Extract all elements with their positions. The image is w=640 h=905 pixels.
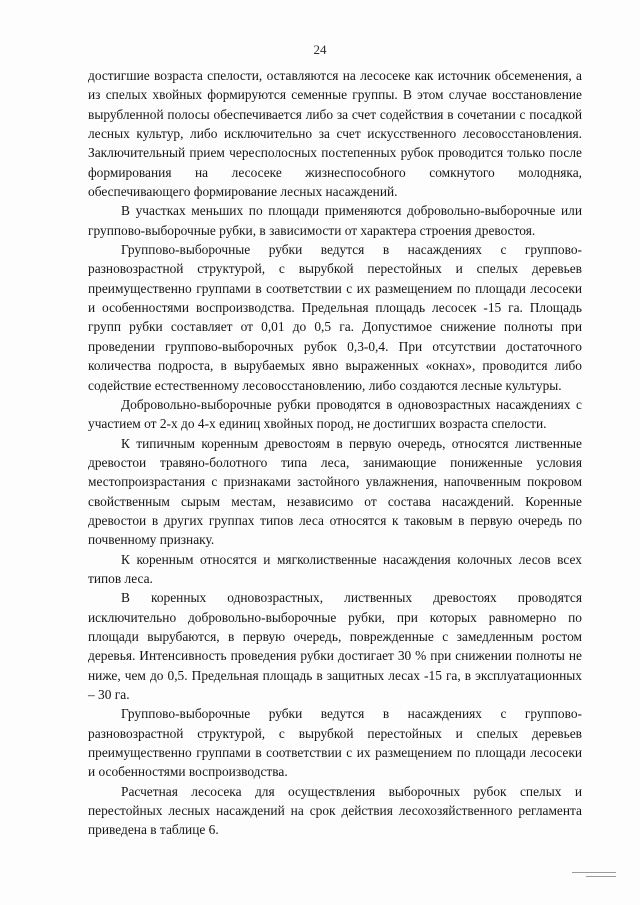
paragraph-4: Добровольно-выборочные рубки проводятся в одновозрастных насаждениях с участием от 2-х до 4-х единиц хвойных пород, не достигших возраста спелости. bbox=[88, 396, 582, 432]
paragraph-3: Группово-выборочные рубки ведутся в насаждениях с группово-разновозрастной структурой, с вырубкой перестойных и спелых деревьев преимущественно группами в соответствии с их размещением по площади лесосеки и особенностями воспроизводства. Предельная площадь лесосек -15 га. Площадь групп рубки составляет от 0,01 до 0,5 га. Допустимое снижение полноты при проведении группово-выборочных рубок 0,3-0,4. При отсутствии достаточного количества подроста, в вырубаемых явно выраженных «окнах», проводится либо содействие естественному лесовосстановлению, либо создаются лесные культуры. bbox=[88, 242, 582, 393]
paragraph-9: Расчетная лесосека для осуществления выборочных рубок спелых и перестойных лесных насаждений на срок действия лесохозяйственного регламента приведена в таблице 6. bbox=[88, 783, 582, 838]
page-number: 24 bbox=[313, 42, 327, 57]
scan-mark bbox=[572, 872, 616, 873]
paragraph-1: достигшие возраста спелости, оставляются на лесосеке как источник обсеменения, а из спелых хвойных формируются семенные группы. В этом случае восстановление вырубленной полосы обеспечивается либо за счет содействия в сочетании с посадкой лесных культур, либо исключительно за счет искусственного лесовосстановления. Заключительный прием чересполосных постепенных рубок проводится только после формирования на лесосеке жизнеспособного сомкнутого молодняка, обеспечивающего формирование лесных насаждений. bbox=[88, 68, 582, 200]
paragraph-7: В коренных одновозрастных, лиственных древостоях проводятся исключительно добровольно-выборочные рубки, при которых равномерно по площади вырубаются, в первую очередь, поврежденные с замедленным ростом деревья. Интенсивность проведения рубки достигает 30 % при снижении полноты не ниже, чем до 0,5. Предельная площадь в защитных лесах -15 га, в эксплуатационных – 30 га. bbox=[88, 590, 582, 702]
body-text bbox=[88, 66, 582, 840]
scan-mark bbox=[586, 876, 616, 877]
paragraph-2: В участках меньших по площади применяются добровольно-выборочные или группово-выборочные рубки, в зависимости от характера строения древостоя. bbox=[88, 203, 582, 238]
paragraph-5: К типичным коренным древостоям в первую очередь, относятся лиственные древостои травяно-болотного типа леса, занимающие пониженные условия местопроизрастания с признаками застойного увлажнения, напочвенным покровом свойственным сырым местам, независимо от состава насаждений. Коренные древостои в других группах типов леса относятся к таковым в первую очередь по почвенному признаку. bbox=[88, 435, 582, 548]
paragraph-6: К коренным относятся и мягколиственные насаждения колочных лесов всех типов леса. bbox=[88, 551, 582, 586]
paragraph-8: Группово-выборочные рубки ведутся в насаждениях с группово-разновозрастной структурой, с вырубкой перестойных и спелых деревьев преимущественно группами в соответствии с их размещением по площади лесосеки и особенностями воспроизводства. bbox=[88, 706, 582, 780]
